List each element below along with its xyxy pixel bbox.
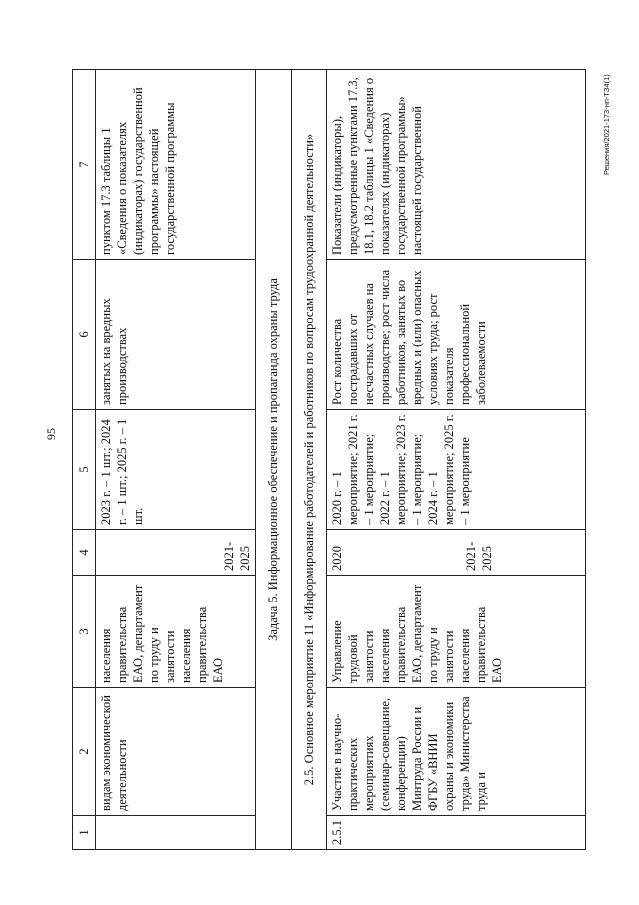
- cell-result: 2023 г. – 1 шт.; 2024 г. – 1 шт.; 2025 г. – 1 шт.: [96, 410, 256, 530]
- cell-executor: Управление трудовой занятости населения правительства ЕАО, департамент по труду и занятости населения правительства ЕАО: [327, 576, 586, 688]
- table-row: [96, 70, 256, 850]
- header-col-1: 1: [73, 816, 96, 850]
- cell-period: [96, 530, 256, 576]
- measure-banner: 2.5. Основное мероприятие 11 «Информирование работодателей и работников по вопросам трудоохранной деятельности»: [291, 70, 327, 850]
- cell-consequence: занятых на вредных производствах: [96, 260, 256, 410]
- cell-indicator: Показатели (индикаторы), предусмотренные пунктами 17.3, 18.1, 18.2 таблицы 1 «Сведения о показателях (индикаторах) государственной программы» настоящей государственной: [327, 70, 586, 260]
- period-range: 2021-2025: [464, 541, 495, 571]
- cell-name: Участие в научно-практических мероприятиях (семинар-совещание, конференции) Минтруда России и ФГБУ «ВНИИ охраны и экономики труда» Министерства труда и: [327, 688, 586, 816]
- cell-consequence: Рост количества пострадавших от несчастных случаев на производстве; рост числа работников, занятых во вредных и (или) опасных условиях труда; рост показателя профессиональной заболеваемости: [327, 260, 586, 410]
- period-start: 2020: [330, 546, 345, 571]
- header-col-2: 2: [73, 688, 96, 816]
- cell-executor: населения правительства ЕАО, департамент по труду и занятости населения правительства ЕАО: [96, 576, 256, 688]
- cell-number: 2.5.1: [327, 816, 586, 850]
- task-banner: Задача 5. Информационное обеспечение и пропаганда охраны труда: [256, 70, 292, 850]
- measure-row: [291, 70, 327, 850]
- cell-result: 2020 г. – 1 мероприятие; 2021 г. – 1 мероприятие; 2022 г. – 1 мероприятие; 2023 г. – 1 мероприятие; 2024 г. – 1 мероприятие; 2025 г. – 1 мероприятие: [327, 410, 586, 530]
- document-code: Решения/2021-173-нп-ТЗ4(1): [602, 74, 611, 175]
- period-text: 2021-2025: [222, 541, 252, 571]
- header-col-7: 7: [73, 70, 96, 260]
- cell-indicator: пунктом 17.3 таблицы 1 «Сведения о показателях (индикаторах) государственной программы» настоящей государственной программы: [96, 70, 256, 260]
- header-col-6: 6: [73, 260, 96, 410]
- header-row: [73, 70, 96, 850]
- program-table: [72, 69, 586, 850]
- header-col-5: 5: [73, 410, 96, 530]
- rotated-table-container: [72, 70, 586, 850]
- table-row: [327, 70, 586, 850]
- header-col-4: 4: [73, 530, 96, 576]
- cell-period: [327, 530, 586, 576]
- header-col-3: 3: [73, 576, 96, 688]
- cell-name: видам экономической деятельности: [96, 688, 256, 816]
- page-number: 95: [44, 428, 58, 440]
- cell-number: [96, 816, 256, 850]
- task-row: [256, 70, 292, 850]
